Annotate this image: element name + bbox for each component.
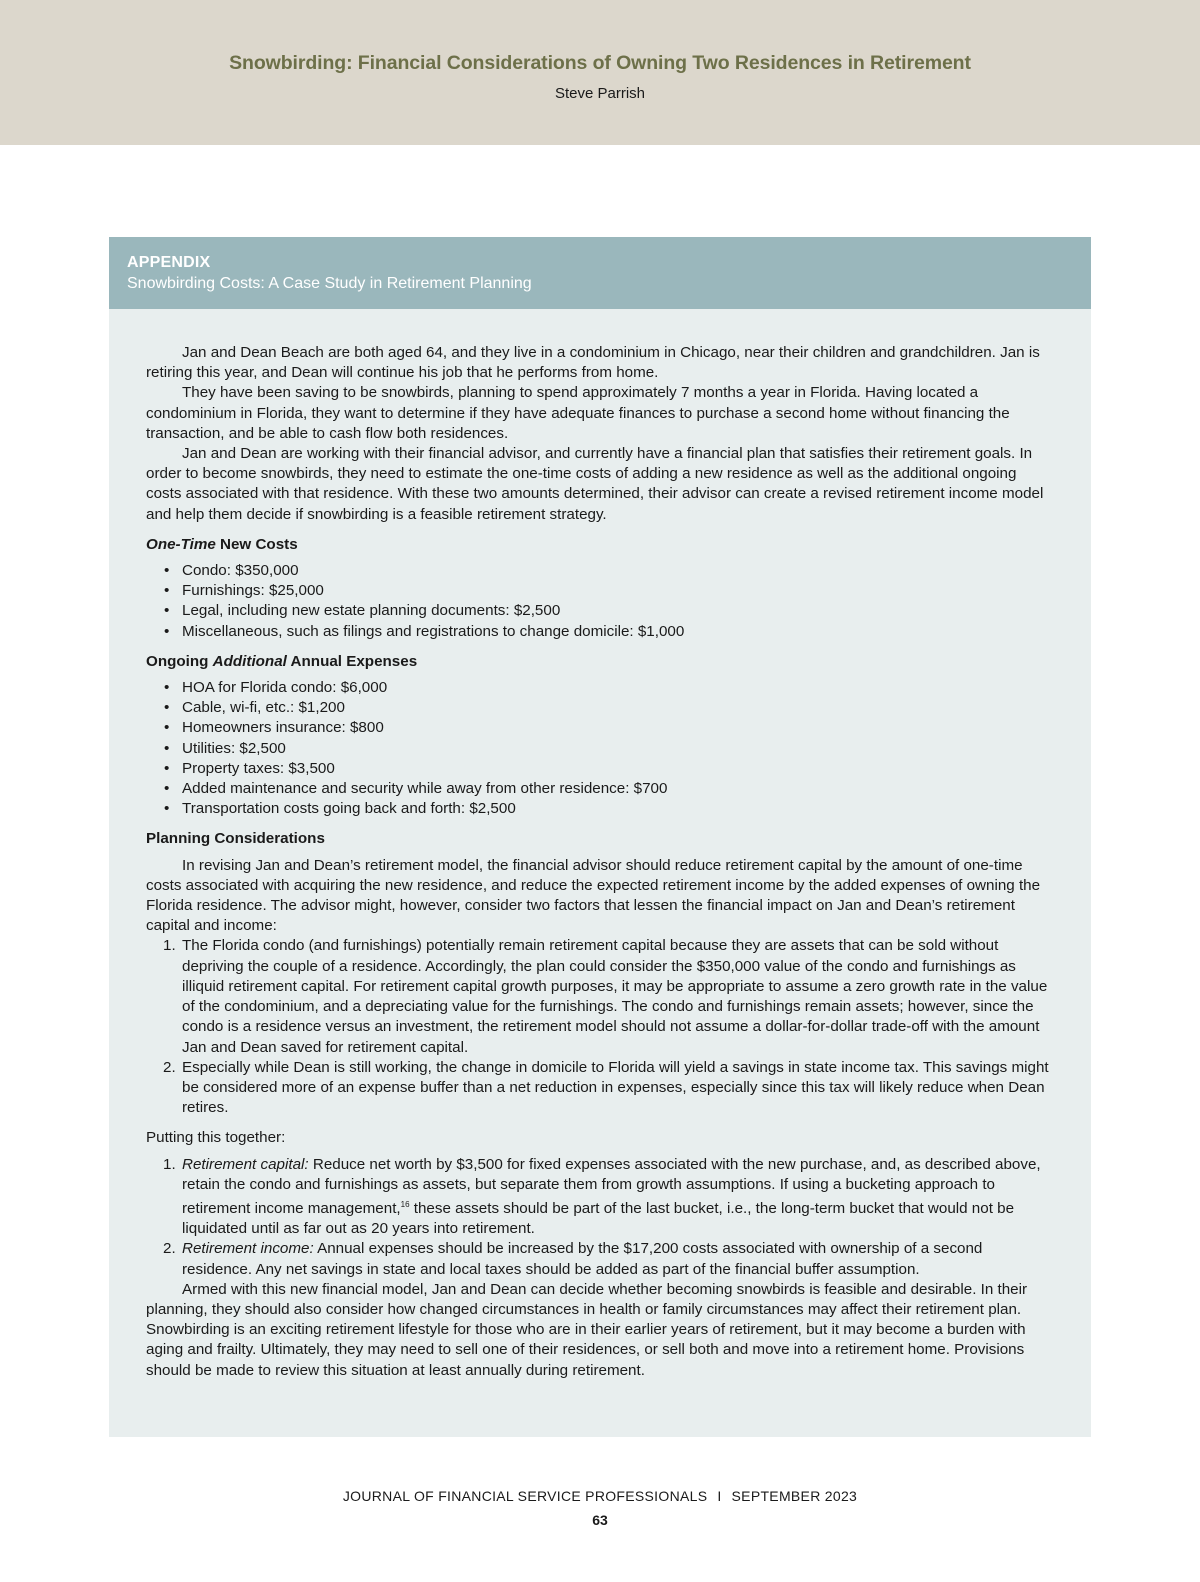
list-item: 1. The Florida condo (and furnishings) potentially remain retirement capital because they are assets that can be sold without depriving the couple of a residence. Accordingly, the plan could consider the $350,000 value of the condo and furnishings as illiquid retirement capital. For retirement capital growth purposes, it may be appropriate to assume a zero growth rate in the value of the condominium, and a depreciating value for the furnishings. The condo and furnishings remain assets; however, since the condo is a residence versus an investment, the retirement model should not assume a dollar-for-dollar trade-off with the amount Jan and Dean saved for retirement capital. [163, 937, 1048, 1056]
one-time-costs-heading: One-Time New Costs [146, 535, 298, 553]
list-item: • Condo: $350,000 [164, 562, 299, 580]
list-item: • Furnishings: $25,000 [164, 582, 324, 600]
closing-paragraph: Armed with this new financial model, Jan and Dean can decide whether becoming snowbirds is feasible and desirable. In their planning, they should also consider how changed circumstances in health or family circumstances may affect their retirement plan. Snowbirding is an exciting retirement lifestyle for those who are in their earlier years of retirement, but it may become a burden with aging and frailty. Ultimately, they may need to sell one of their residences, or sell both and move into a retirement home. Provisions should be made to review this situation at least annually during retirement. [146, 1280, 1028, 1379]
appendix-header [109, 237, 1091, 309]
intro-paragraph: Jan and Dean are working with their financial advisor, and currently have a financial plan that satisfies their retirement goals. In order to become snowbirds, they need to estimate the one-time costs of adding a new residence as well as the additional ongoing costs associated with that residence. With these two amounts determined, their advisor can create a revised retirement income model and help them decide if snowbirding is a feasible retirement strategy. [146, 445, 1044, 523]
appendix-label: APPENDIX [127, 254, 211, 271]
planning-heading: Planning Considerations [146, 830, 325, 848]
list-item: • Transportation costs going back and forth: $2,500 [164, 800, 516, 818]
intro-paragraph: They have been saving to be snowbirds, planning to spend approximately 7 months a year in Florida. Having located a condominium in Florida, they want to determine if they have adequate finances to purchase a second home without financing the transaction, and be able to cash flow both residences. [146, 384, 1010, 442]
list-item: • HOA for Florida condo: $6,000 [164, 679, 388, 697]
issue-date: SEPTEMBER 2023 [731, 1488, 858, 1504]
appendix-box [109, 237, 1091, 1437]
running-header [0, 0, 1200, 145]
intro-paragraph: Jan and Dean Beach are both aged 64, and they live in a condominium in Chicago, near their children and grandchildren. Jan is retiring this year, and Dean will continue his job that he performs from home. [146, 344, 1040, 382]
together-heading: Putting this together: [146, 1129, 286, 1147]
list-item: • Utilities: $2,500 [164, 739, 286, 757]
article-title: Snowbirding: Financial Considerations of Owning Two Residences in Retirement [229, 52, 971, 74]
journal-name: JOURNAL OF FINANCIAL SERVICE PROFESSIONALS [342, 1488, 708, 1504]
journal-footer [0, 1488, 1200, 1504]
list-item: • Miscellaneous, such as filings and registrations to change domicile: $1,000 [164, 622, 685, 640]
footnote-ref: 16 [400, 1199, 410, 1209]
ongoing-expenses-heading: Ongoing Additional Annual Expenses [146, 652, 418, 670]
list-item: 2. Retirement income: Annual expenses should be increased by the $17,200 costs associated with ownership of a second residence. Any net savings in state and local taxes should be added as part of the financial buffer assumption. [163, 1240, 983, 1278]
ongoing-expenses-list [146, 678, 1056, 819]
list-item: • Cable, wi-fi, etc.: $1,200 [164, 699, 345, 717]
planning-paragraph: In revising Jan and Dean’s retirement model, the financial advisor should reduce retirement capital by the amount of one-time costs associated with acquiring the new residence, and reduce the expected retirement income by the added expenses of owning the Florida residence. The advisor might, however, consider two factors that lessen the financial impact on Jan and Dean’s retirement capital and income: [146, 856, 1041, 935]
together-list [146, 1155, 1056, 1280]
list-item: • Legal, including new estate planning documents: $2,500 [164, 602, 561, 620]
appendix-subtitle: Snowbirding Costs: A Case Study in Retirement Planning [127, 275, 532, 292]
list-item: • Added maintenance and security while away from other residence: $700 [164, 780, 668, 798]
list-item: 1. Retirement capital: Reduce net worth by $3,500 for fixed expenses associated with the new purchase, and, as described above, retain the condo and furnishings as assets, but separate them from growth assumptions. If using a bucketing approach to retirement income management,$^{16}$ these assets should be part of the last bucket, i.e., the long-term bucket that would not be liquidated until as far out as 20 years into retirement. [163, 1155, 1041, 1238]
planning-list [146, 936, 1056, 1118]
list-item: • Property taxes: $3,500 [164, 759, 335, 777]
article-author: Steve Parrish [554, 85, 646, 102]
page-number: 63 [592, 1512, 608, 1528]
footer-separator: I [717, 1488, 722, 1504]
list-item: • Homeowners insurance: $800 [164, 719, 384, 737]
appendix-content [146, 343, 1056, 1381]
list-item: 2. Especially while Dean is still working, the change in domicile to Florida will yield a savings in state income tax. This savings might be considered more of an expense buffer than a net reduction in expenses, especially since this tax will likely reduce when Dean retires. [163, 1058, 1049, 1117]
one-time-costs-list [146, 561, 1056, 642]
